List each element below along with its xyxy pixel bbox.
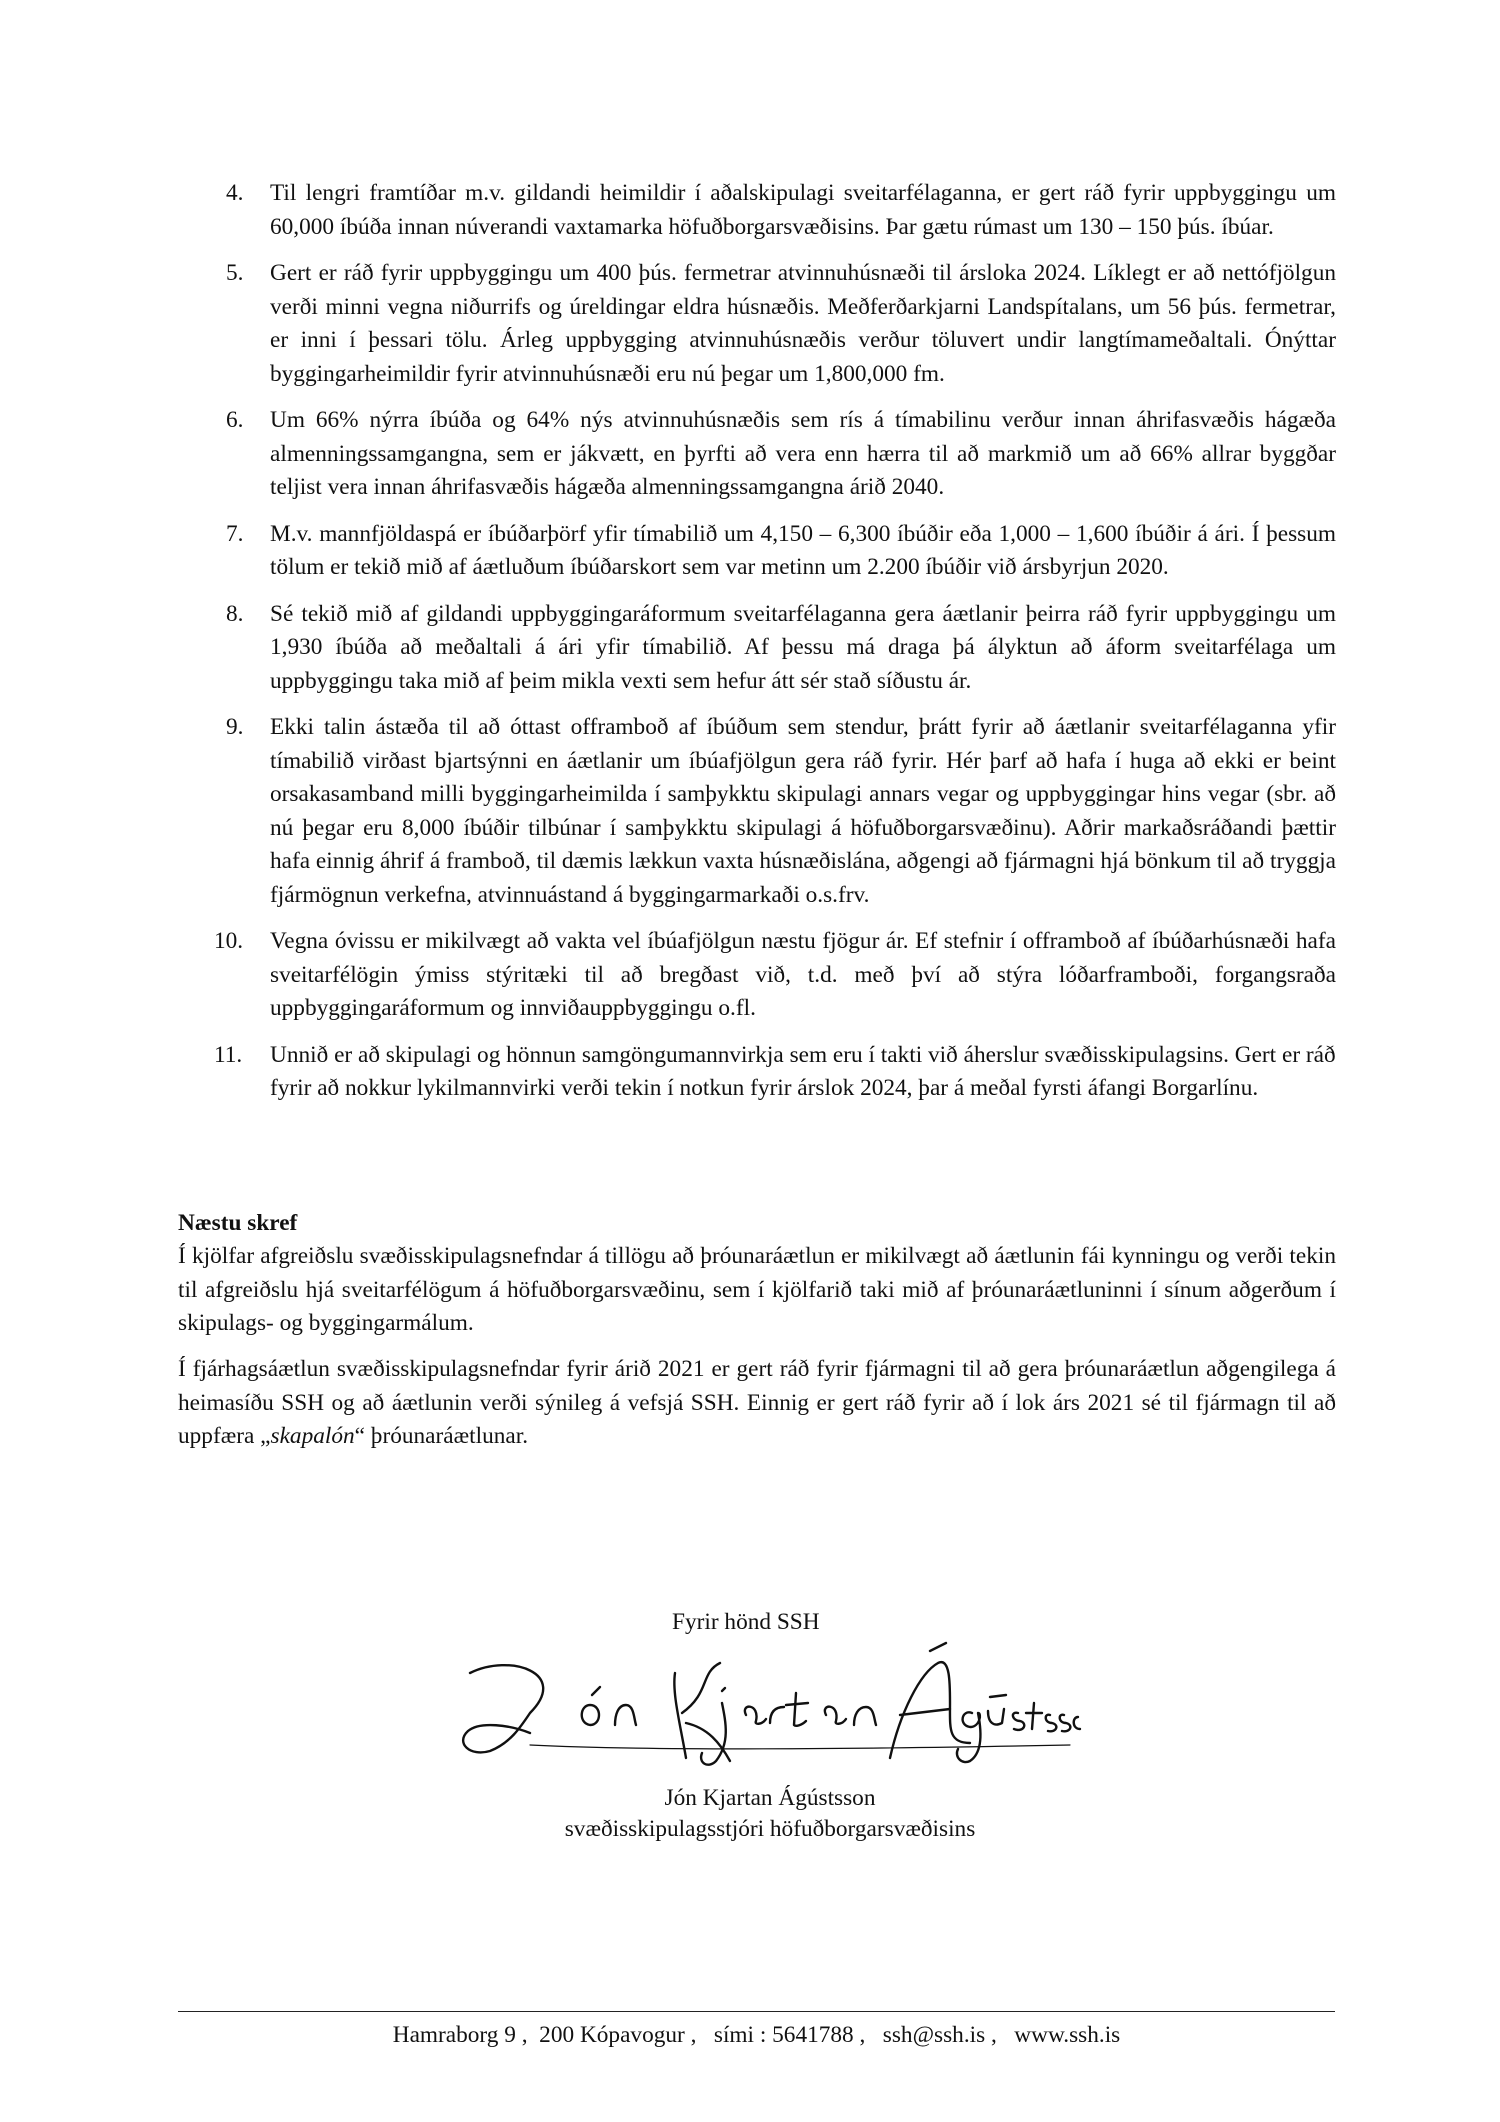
section-heading: Næstu skref <box>178 1210 298 1236</box>
list-item-number: 8. <box>226 600 244 627</box>
list-item <box>226 598 1336 699</box>
list-item <box>226 177 1336 244</box>
footer-contact: Hamraborg 9 , 200 Kópavogur , sími : 5641788 , ssh@ssh.is , www.ssh.is <box>392 2022 1121 2048</box>
paragraph-text: “ þróunaráætlunar. <box>354 1423 529 1449</box>
list-item-number: 5. <box>226 260 244 286</box>
list-item <box>214 925 1336 1026</box>
list-item-number: 4. <box>226 180 244 206</box>
paragraph-text: Í fjárhagsáætlun svæðisskipulagsnefndar fyrir árið 2021 er gert ráð fyrir fjármagni til að gera þróunaráætlun aðgengilega á heimasíðu SSH og að áætlunin verði sýnileg á vefsjá SSH. Einnig er gert ráð fyrir að í lok árs 2021 sé til fjármagn til að uppfæra „ <box>178 1356 1336 1449</box>
list-item-number: 7. <box>226 520 244 547</box>
list-item-number: 6. <box>226 407 244 433</box>
signatory-title: svæðisskipulagsstjóri höfuðborgarsvæðisins <box>564 1816 976 1842</box>
list-item <box>214 1039 1336 1106</box>
list-item-text: Um 66% nýrra íbúða og 64% nýs atvinnuhúsnæðis sem rís á tímabilinu verður innan áhrifasvæðis hágæða almenningssamgangna, sem er jákvætt, en þyrfti að vera enn hærra til að markmið um að 66% allrar byggðar teljist vera innan áhrifasvæðis hágæða almenningssamgangna árið 2040. <box>270 407 1336 500</box>
paragraph <box>178 1353 1336 1454</box>
signatory-name: Jón Kjartan Ágústsson <box>664 1785 876 1811</box>
list-item-text: M.v. mannfjöldaspá er íbúðarþörf yfir tímabilið um 4,150 – 6,300 íbúðir eða 1,000 – 1,600 íbúðir á ári. Í þessum tölum er tekið mið af áætluðum íbúðarskort sem var metinn um 2.200 íbúðir við ársbyrjun 2020. <box>270 520 1336 580</box>
list-item-number: 10. <box>214 928 244 954</box>
list-item-text: Til lengri framtíðar m.v. gildandi heimildir í aðalskipulagi sveitarfélaganna, er gert ráð fyrir uppbyggingu um 60,000 íbúða innan núverandi vaxtamarka höfuðborgarsvæðisins. Þar gætu rúmast um 130 – 150 þús. íbúar. <box>270 180 1336 240</box>
italic-term: skapalón <box>270 1423 355 1449</box>
paragraph: Í kjölfar afgreiðslu svæðisskipulagsnefndar á tillögu að þróunaráætlun er mikilvægt að áætlunin fái kynningu og verði tekin til afgreiðslu hjá sveitarfélögum á höfuðborgarsvæðinu, sem í kjölfarið taki mið af þróunaráætluninni í sínum aðgerðum í skipulags- og byggingarmálum. <box>178 1243 1336 1336</box>
list-item-text: Gert er ráð fyrir uppbyggingu um 400 þús. fermetrar atvinnuhúsnæði til ársloka 2024. Líklegt er að nettófjölgun verði minni vegna niðurrifs og úreldingar eldra húsnæðis. Meðferðarkjarni Landspítalans, um 56 þús. fermetrar, er inni í þessari tölu. Árleg uppbygging atvinnuhúsnæðis verður töluvert undir langtímameðaltali. Ónýttar byggingarheimildir fyrir atvinnuhúsnæði eru nú þegar um 1,800,000 fm. <box>270 260 1336 387</box>
list-item <box>226 257 1336 391</box>
list-item <box>226 518 1336 585</box>
list-item-number: 11. <box>214 1041 243 1068</box>
list-item-text: Unnið er að skipulagi og hönnun samgöngumannvirkja sem eru í takti við áherslur svæðisskipulagsins. Gert er ráð fyrir að nokkur lykilmannvirki verði tekin í notkun fyrir árslok 2024, þar á meðal fyrsti áfangi Borgarlínu. <box>270 1041 1336 1101</box>
list-item-text: Ekki talin ástæða til að óttast offramboð af íbúðum sem stendur, þrátt fyrir að áætlanir sveitarfélaganna yfir tímabilið virðast bjartsýnni en áætlanir um íbúafjölgun gera ráð fyrir. Hér þarf að hafa í huga að ekki er beint orsakasamband milli byggingarheimilda í samþykktu skipulagi annars vegar og uppbyggingar hins vegar (sbr. að nú þegar eru 8,000 íbúðir tilbúnar í samþykktu skipulagi á höfuðborgarsvæðinu). Aðrir markaðsráðandi þættir hafa einnig áhrif á framboð, til dæmis lækkun vaxta húsnæðislána, aðgengi að fjármagni hjá bönkum til að tryggja fjármögnun verkefna, atvinnuástand á byggingarmarkaði o.s.frv. <box>270 714 1336 908</box>
list-item <box>226 404 1336 505</box>
numbered-list <box>214 177 1336 1119</box>
list-item <box>226 711 1336 912</box>
list-item-text: Vegna óvissu er mikilvægt að vakta vel íbúafjölgun næstu fjögur ár. Ef stefnir í offramboð af íbúðarhúsnæði hafa sveitarfélögin ýmiss stýritæki til að bregðast við, t.d. með því að stýra lóðarframboði, forgangsraða uppbyggingaráformum og innviðauppbyggingu o.fl. <box>270 928 1336 1021</box>
signature-intro: Fyrir hönd SSH <box>672 1609 820 1635</box>
footer-divider <box>178 2011 1335 2012</box>
list-item-number: 9. <box>226 714 244 740</box>
handwritten-signature <box>450 1633 1090 1773</box>
list-item-text: Sé tekið mið af gildandi uppbyggingaráformum sveitarfélaganna gera áætlanir þeirra ráð fyrir uppbyggingu um 1,930 íbúða að meðaltali á ári yfir tímabilið. Af þessu má draga þá ályktun að áform sveitarfélaga um uppbyggingu taka mið af þeim mikla vexti sem hefur átt sér stað síðustu ár. <box>270 600 1336 694</box>
